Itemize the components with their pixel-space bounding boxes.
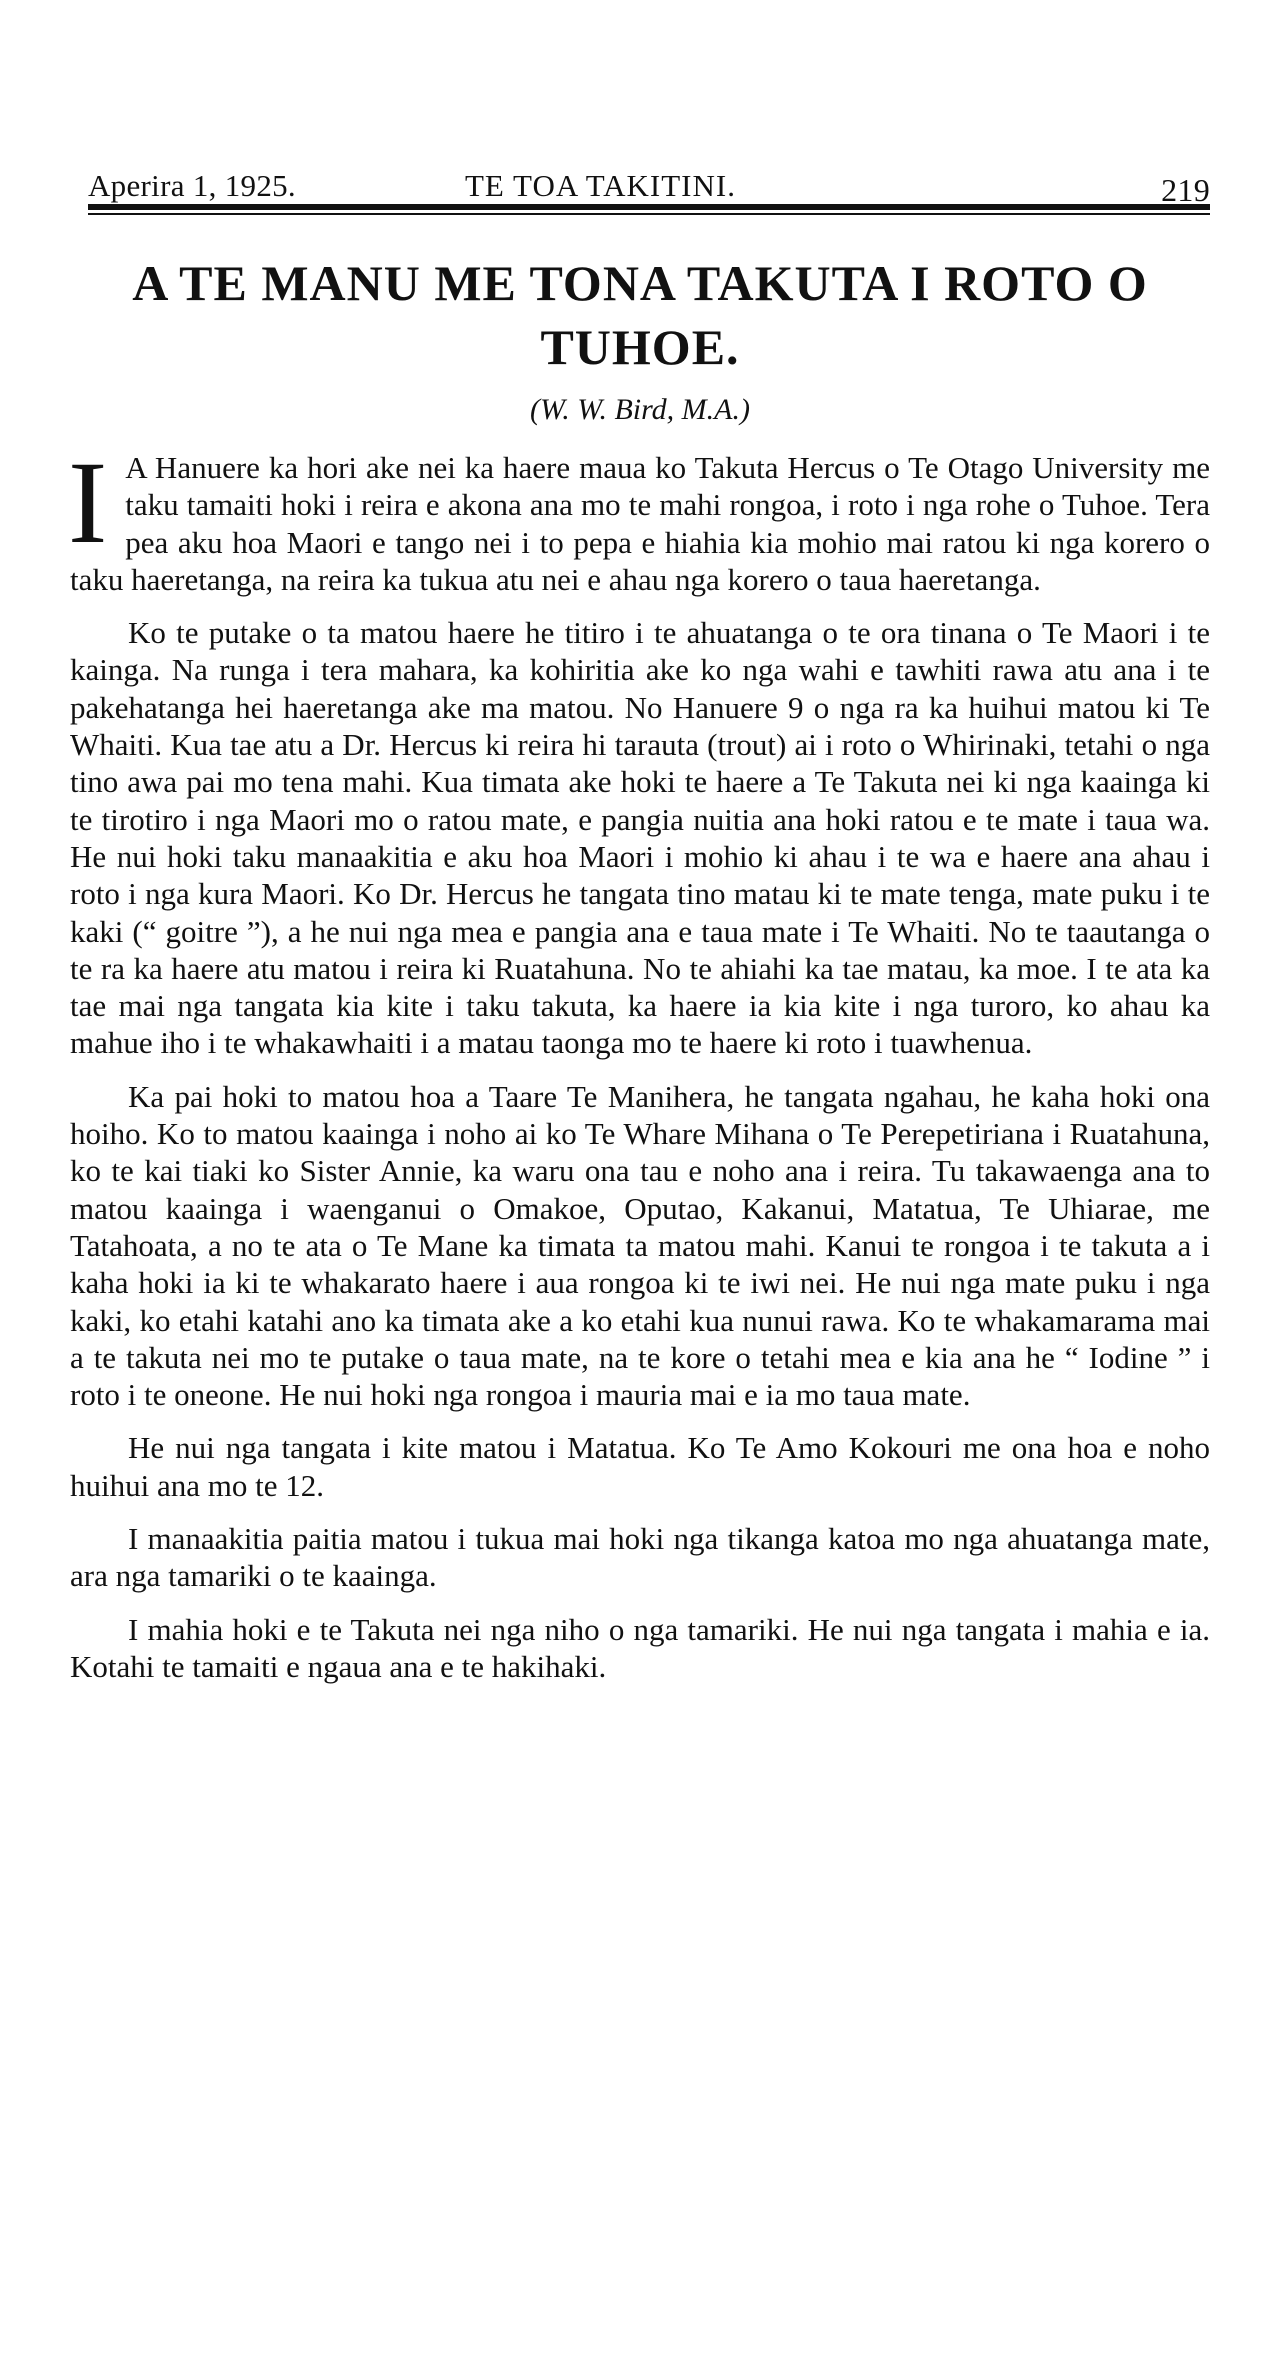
paragraph-1: [68, 437, 1210, 598]
article-title: [70, 251, 1210, 379]
publication-title: TE TOA TAKITINI.: [465, 168, 736, 203]
paragraph-4: He nui nga tangata i kite matou i Matatua. Ko Te Amo Kokouri me ona hoa e noho huihui ana mo te 12.: [70, 1430, 1210, 1503]
author-byline: (W. W. Bird, M.A.): [530, 393, 750, 426]
article-body: [68, 437, 1210, 1685]
paragraph-6: I mahia hoki e te Takuta nei nga niho o nga tamariki. He nui nga tangata i mahia e ia. Kotahi te tamaiti e ngaua ana e te hakihaki.: [70, 1611, 1210, 1684]
paragraph-2: Ko te putake o ta matou haere he titiro i te ahuatanga o te ora tinana o Te Maori i te kainga. Na runga i tera mahara, ka kohiritia ake ko nga wahi e tawhiti rawa atu ana i te pakehatanga hei haeretanga ake ma matou. No Hanuere 9 o nga ra ka huihui matou ki Te Whaiti. Kua tae atu a Dr. Hercus ki reira hi tarauta (trout) ai i roto o Whirinaki, tetahi o nga tino awa pai mo tena mahi. Kua timata ake hoki te haere a Te Takuta nei ki nga kaainga ki te tirotiro i nga Maori mo o ratou mate, e pangia nuitia ana hoki ratou e te mate i taua wa. He nui hoki taku manaakitia e aku hoa Maori i mohio ki ahau i te wa e haere ana ahau i roto i nga kura Maori. Ko Dr. Hercus he tangata tino matau ki te mate tenga, mate puku i te kaki (“ goitre ”), a he nui nga mea e pangia ana e taua mate i Te Whaiti. No te taautanga o te ra ka haere atu matou i reira ki Ruatahuna. No te ahiahi ka tae matau, ka moe. I te ata ka tae mai nga tangata kia kite i taku takuta, ka haere ia kia kite i nga turoro, ko ahau ka mahue iho i te whakawhaiti i a matau taonga mo te haere ki roto i tuawhenua.: [70, 615, 1210, 1061]
header-rule-thin: [88, 213, 1210, 215]
header-rule-thick: [88, 204, 1210, 210]
paragraph-1-text: A Hanuere ka hori ake nei ka haere maua ko Takuta Hercus o Te Otago University me taku tamaiti hoki i reira e akona ana mo te mahi rongoa, i roto i nga rohe o Tuhoe. Tera pea aku hoa Maori e tango nei i to pepa e hiahia kia mohio mai ratou ki nga korero o taku haeretanga, na reira ka tukua atu nei e ahau nga korero o taua haeretanga.: [70, 450, 1210, 597]
page-number: 219: [1161, 172, 1210, 208]
paragraph-3: Ka pai hoki to matou hoa a Taare Te Manihera, he tangata ngahau, he kaha hoki ona hoiho. Ko to matou kaainga i noho ai ko Te Whare Mihana o Te Perepetiriana i Ruatahuna, ko te kai tiaki ko Sister Annie, ka waru ona tau e noho ana i reira. Tu takawaenga ana to matou kaainga i waenganui o Omakoe, Oputao, Kakanui, Matatua, Te Uhiarae, me Tatahoata, a no te ata o Te Mane ka timata ta matou mahi. Kanui te rongoa i te takuta a i kaha hoki ia ki te whakarato haere i aua rongoa ki te iwi nei. He nui nga mate puku i nga kaki, ko etahi katahi ano ka timata ake a ko etahi kua nunui rawa. Ko te whakamarama mai a te takuta nei mo te putake o taua mate, na te kore o tetahi mea e kia ana he “ Iodine ” i roto i te oneone. He nui hoki nga rongoa i mauria mai e ia mo taua mate.: [70, 1078, 1210, 1413]
article-title-line-2: TUHOE.: [540, 319, 740, 375]
article-title-line-1: A TE MANU ME TONA TAKUTA I ROTO O: [132, 255, 1148, 311]
header-date: Aperira 1, 1925.: [88, 168, 296, 203]
paragraph-5: I manaakitia paitia matou i tukua mai hoki nga tikanga katoa mo nga ahuatanga mate, ara nga tamariki o te kaainga.: [70, 1521, 1210, 1594]
journal-page: [70, 150, 1210, 1701]
drop-cap: I: [68, 437, 108, 568]
running-header: [70, 150, 1210, 208]
